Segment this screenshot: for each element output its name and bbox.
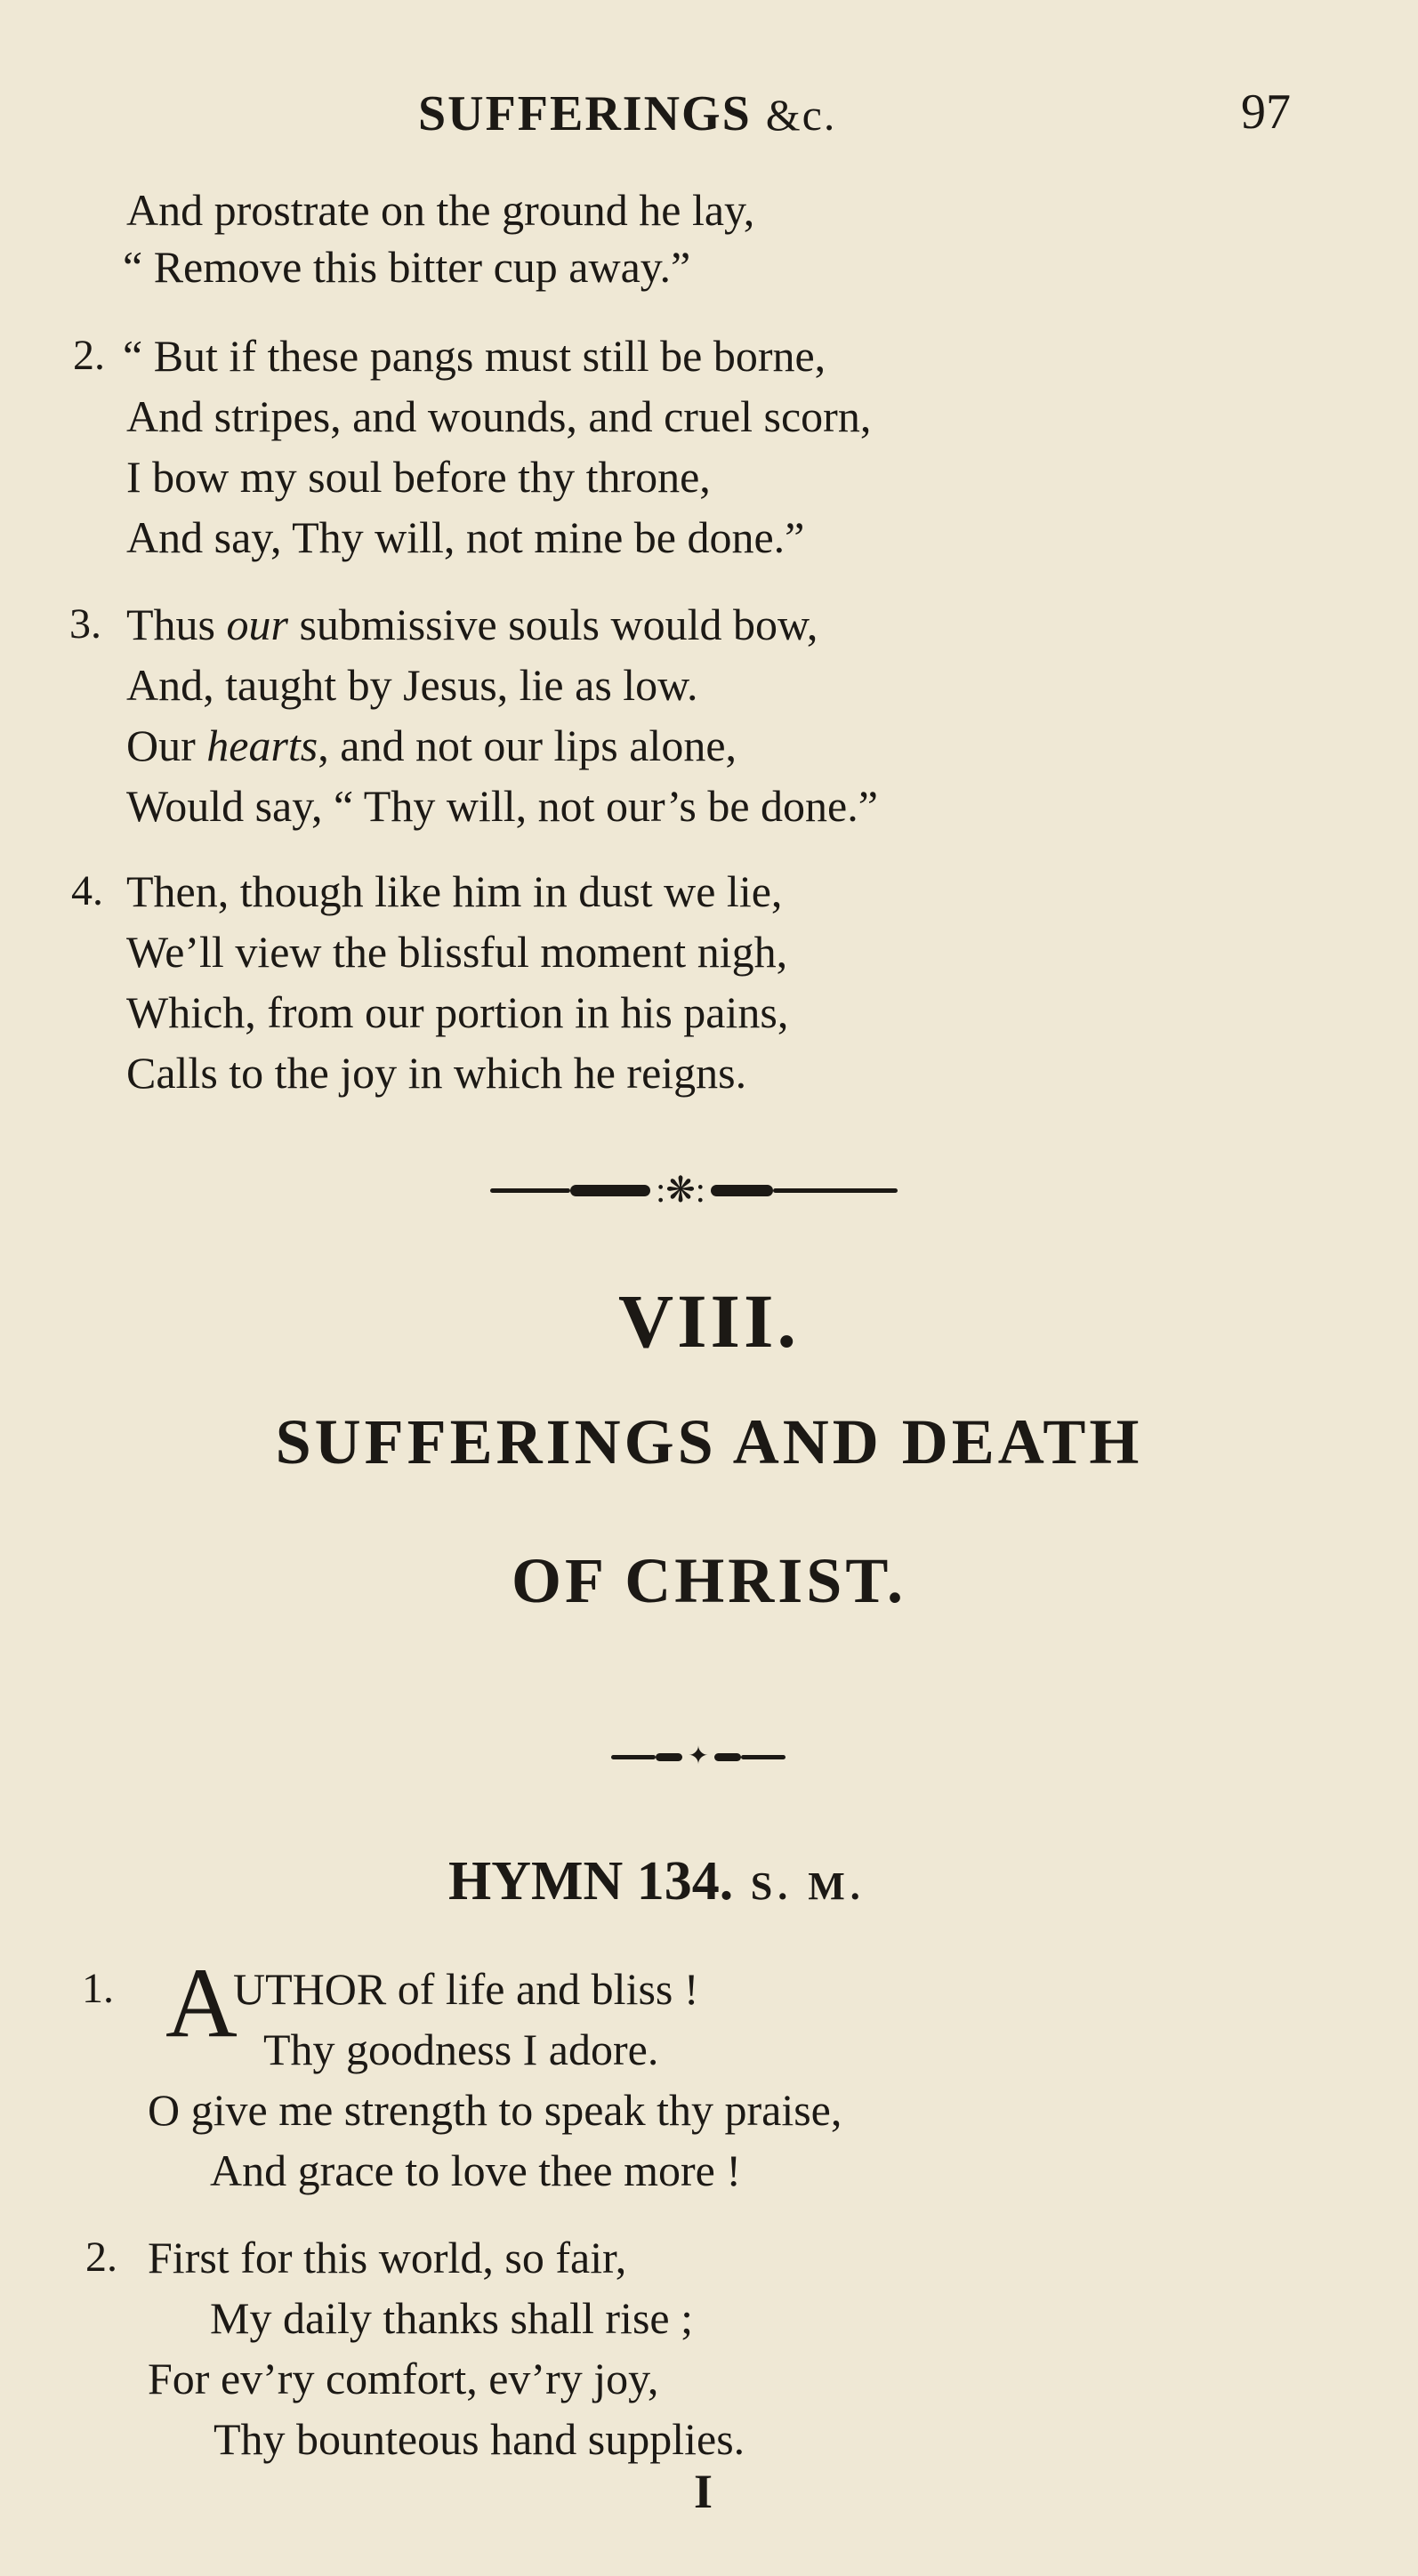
running-title-etc: &c. — [765, 90, 837, 140]
verse-line — [126, 598, 818, 651]
verse-number: 1. — [82, 1965, 114, 2012]
verse-line: Calls to the joy in which he reigns. — [126, 1048, 747, 1098]
drop-cap: A — [165, 1948, 238, 2058]
verse-line: We’ll view the blissful moment nigh, — [126, 927, 788, 977]
verse-line: I bow my soul before thy throne, — [126, 452, 711, 502]
verse-line: Then, though like him in dust we lie, — [126, 866, 783, 916]
verse-line: Which, from our portion in his pains, — [126, 987, 789, 1037]
verse-text: Our — [126, 720, 207, 770]
verse-italic-word: hearts — [206, 720, 318, 770]
verse-number: 3. — [69, 600, 101, 648]
verse-line: And say, Thy will, not mine be done.” — [126, 512, 805, 562]
verse-line: First for this world, so fair, — [148, 2233, 627, 2282]
verse-line: Would say, “ Thy will, not our’s be done.” — [126, 781, 878, 831]
verse-text: Thus — [126, 600, 227, 649]
verse-line: My daily thanks shall rise ; — [210, 2293, 693, 2343]
verse-line: UTHOR of life and bliss ! — [233, 1964, 699, 2014]
hymn-title — [448, 1850, 866, 1913]
section-heading-line1: SUFFERINGS AND DEATH — [275, 1406, 1143, 1477]
hymn-meter: S. M. — [750, 1864, 866, 1908]
page-number: 97 — [1241, 85, 1291, 140]
verse-line: And grace to love thee more ! — [210, 2145, 741, 2195]
verse-line: O give me strength to speak thy praise, — [148, 2085, 842, 2135]
running-head — [0, 78, 1418, 149]
verse-line: “ Remove this bitter cup away.” — [123, 242, 691, 292]
verse-line: Thy goodness I adore. — [263, 2025, 659, 2074]
hymn-number: HYMN 134. — [448, 1851, 734, 1912]
section-numeral: VIII. — [617, 1278, 800, 1364]
verse-line: “ But if these pangs must still be borne, — [123, 331, 826, 381]
verse-text: submissive souls would bow, — [287, 600, 818, 649]
verse-text: , and not our lips alone, — [318, 720, 737, 770]
verse-line: Thy bounteous hand supplies. — [214, 2414, 745, 2464]
running-title — [418, 85, 836, 142]
ornament-cross-icon: ✦ — [688, 1743, 709, 1770]
verse-line: And stripes, and wounds, and cruel scorn, — [126, 391, 872, 441]
verse-line: For ev’ry comfort, ev’ry joy, — [148, 2354, 659, 2403]
ornament-flourish-icon: :❋: — [656, 1170, 705, 1210]
verse-line: And prostrate on the ground he lay, — [126, 185, 755, 235]
verse-number: 2. — [73, 332, 105, 379]
running-title-text: SUFFERINGS — [418, 86, 752, 141]
section-heading-line2: OF CHRIST. — [511, 1545, 907, 1616]
verse-line — [126, 719, 737, 772]
verse-italic-word: our — [226, 600, 288, 649]
verse-number: 2. — [85, 2234, 117, 2281]
verse-number: 4. — [71, 867, 103, 914]
verse-line: And, taught by Jesus, lie as low. — [126, 660, 698, 710]
decorative-rule-small — [596, 1743, 801, 1770]
signature-mark: I — [694, 2465, 713, 2518]
decorative-rule — [427, 1172, 961, 1208]
